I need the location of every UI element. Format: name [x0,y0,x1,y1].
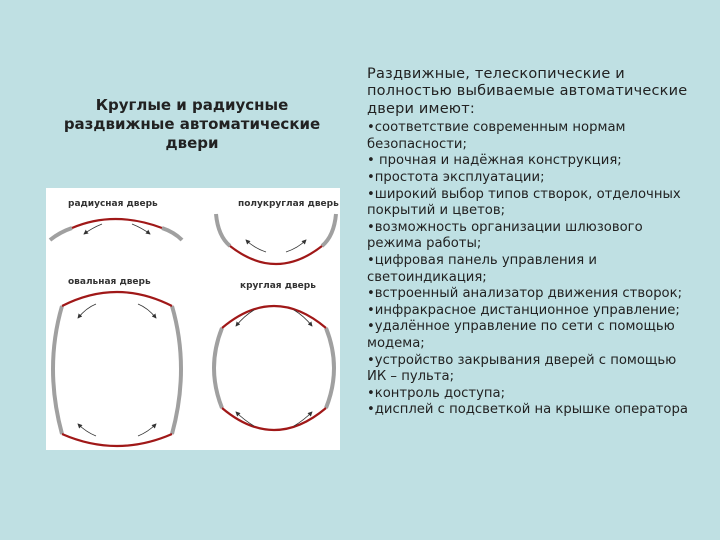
feature-item: •возможность организации шлюзового режима работы; [367,219,643,252]
oval-leaf-bottom [62,434,172,446]
label-semicircular-door: полукруглая дверь [238,199,339,209]
radius-frame-right [162,228,182,240]
feature-item: •контроль доступа; [367,385,506,401]
slide-title: Круглые и радиусные раздвижные автоматические двери [63,96,321,152]
round-frame [214,328,334,408]
radius-leaf [72,219,162,228]
oval-arrow-bl [78,424,96,436]
feature-item: •простота эксплуатации; [367,170,545,185]
radius-arrow-left [84,224,102,234]
door-types-diagram [46,188,340,450]
features-intro: Раздвижные, телескопические и полностью выбиваемые автоматические двери имеют: [367,66,688,117]
feature-item: •устройство закрывания дверей с помощью ИК – пульта; [367,352,677,385]
label-round-door: круглая дверь [240,281,316,291]
feature-item: •дисплей с подсветкой на крышке оператора [367,402,688,418]
oval-arrow-tl [78,304,96,318]
radius-frame-left [50,228,72,240]
oval-frame [53,306,181,434]
feature-item: •встроенный анализатор движения створок; [367,286,683,302]
feature-item: • прочная и надёжная конструкция; [367,153,622,169]
feature-item: •соответствие современным нормам безопасности; [367,120,626,152]
round-leaf-bottom [222,408,326,430]
semicircular-arrow-left [246,240,266,252]
semicircular-frame [216,214,336,246]
semicircular-leaf [230,246,322,264]
feature-item: •широкий выбор типов створок, отделочных покрытий и цветов; [367,186,681,219]
label-oval-door: овальная дверь [68,277,151,287]
label-radius-door: радиусная дверь [68,199,158,209]
round-leaf-top [222,306,326,328]
radius-arrow-right [132,224,150,234]
oval-arrow-tr [138,304,156,318]
features-block [367,66,697,419]
semicircular-arrow-right [286,240,306,252]
feature-item: •цифровая панель управления и светоиндикация; [367,252,597,285]
feature-item: •удалённое управление по сети с помощью модема; [367,319,675,351]
door-diagram-svg [46,188,340,450]
feature-item: •инфракрасное дистанционное управление; [367,302,680,318]
oval-leaf-top [62,292,172,306]
oval-arrow-br [138,424,156,436]
